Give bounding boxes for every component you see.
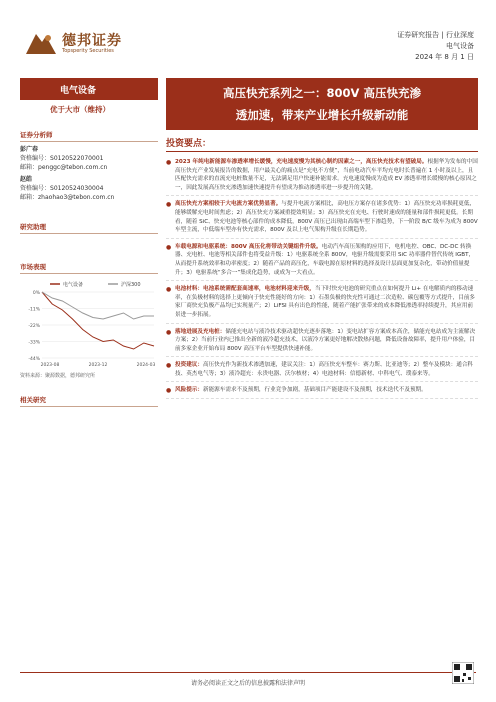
bullet-icon: ● [166, 328, 172, 336]
bullet-icon: ● [166, 159, 172, 166]
analyst-block [20, 145, 158, 202]
point-heading: 投资建议： [175, 362, 203, 369]
y-tick-label: -22% [28, 324, 40, 329]
series-line [42, 292, 154, 319]
analyst-cert: 资格编号：S0120522070001 [20, 155, 104, 162]
market-chart-svg [20, 278, 158, 370]
company-name-en: Topsperity Securities [62, 48, 114, 54]
investment-points [166, 136, 478, 403]
point-heading: 落地进展及充电桩： [175, 328, 226, 335]
related-research-title: 相关研究 [20, 393, 158, 407]
point-text: 新能源车需求不及预期，行业竞争加剧，基础项目产能建设不及预期，技术迭代不及预期。 [202, 387, 427, 394]
point-text: 当下时快充电池的研究重点在如何提升 Li+ 在电解质内的移动速率，在负极材料的选择上更倾向于快充性能好的方向：1）石墨负极的快充性可通过二次造粒、碳包覆等方式提升，目前多家厂商快充负极产品均已实现量产；2）LiFSI 具有出色的性能，随着产能扩张带来的成本降低渗透率持续提升，其应用前景进一步拓展。 [175, 286, 476, 318]
investment-point [166, 361, 478, 382]
y-tick-label: -44% [28, 357, 40, 362]
footer-divider [20, 672, 476, 673]
market-performance-chart [20, 278, 158, 370]
investment-point [166, 200, 478, 238]
point-heading: 2023 年纯电新能源车渗透率增长缓慢，充电速度慢为其核心制约因素之一，高压快充技术有望破局。 [175, 159, 428, 165]
sidebar [20, 78, 158, 407]
report-title-line: 透加速，带来产业增长升级新动能 [235, 108, 409, 122]
legend-label: 沪深300 [121, 282, 141, 288]
bullet-icon: ● [166, 243, 172, 251]
point-text: 根据华为发布的中国高压快充产业发展报告的数据，用户最关心的痛点是“充电不方便”，当前电动汽车平均充电时长普遍在 1 小时及以上，且匹配快充需求的直流充电桩数量不足，无法满足用户快速补能需求。充电速度慢成为造成 EV 渗透率增长缓慢的核心原因之一，因此发展高压快充渗透加速快速提升有望成为推动渗透率进一步提升的关键。 [175, 159, 478, 191]
y-tick-label: -33% [28, 340, 40, 346]
report-type: 证券研究报告 | 行业深度 [397, 31, 474, 39]
bullet-icon: ● [166, 387, 172, 395]
points-list [166, 158, 478, 399]
points-title: 投资要点： [166, 136, 478, 152]
report-date: 2024 年 8 月 1 日 [415, 53, 474, 61]
x-tick-label: 2023-12 [88, 363, 108, 368]
point-text: 储能充电站与液冷技术驱动超快充逐步落地：1）变电站扩容方案成本高企，储能充电站成为主流解决方案；2）当前行业内已推出全新的液冷超充技术，以液冷方案更好地解决散热问题，降低设备故障率，提升用户体验，目前多家企业开始布局 800V 高压平台车型提供快速补能。 [175, 328, 476, 352]
industry-banner: 电气设备 [20, 78, 158, 100]
point-text: 高压快充作为新技术渗透加速，建议关注：1）高压快充车整车：赛力斯、比亚迪等；2）整车及模块：通合科技、英杰电气等；3）液冷超充：永贵电器、沃尔核材；4）电池材料：信德新材、中科电气、璞泰来等。 [175, 362, 474, 377]
x-tick-label: 2024-03 [136, 363, 156, 368]
bullet-icon: ● [166, 286, 172, 294]
bullet-icon: ● [166, 201, 172, 209]
analyst-email[interactable]: 邮箱：zhaohao3@tebon.com.cn [20, 194, 115, 201]
investment-point [166, 158, 478, 196]
investment-point [166, 243, 478, 281]
y-tick-label: -11% [28, 307, 40, 313]
investment-point [166, 285, 478, 323]
series-line [42, 292, 154, 349]
investment-point [166, 328, 478, 358]
analyst-section-title: 证券分析师 [20, 128, 158, 142]
report-industry: 电气设备 [446, 42, 474, 50]
bullet-icon: ● [166, 362, 172, 370]
footer-disclaimer: 请务必阅读正文之后的信息披露和法律声明 [190, 680, 305, 687]
investment-point [166, 386, 478, 399]
point-text: 电动汽车高压架构的应用下，电机电控、OBC、DC-DC 转换器、充电桩、电池等相关部件也将受益升级：1）电驱系统全系 800V，电驱升级需要采用 SiC 功率器件替代传统 IGBT，从而提升系统效率和功率密度；2）随着产品的高压化，车载电源在原材料的选择及设计层面更加复杂化，带动价值量提升；3）电驱系统“多合一”集成化趋势，或成为一大看点。 [175, 243, 475, 276]
report-header-info [397, 30, 474, 63]
point-text: 与提升电流方案相比，高电压方案存在诸多优势：1）高压快充功率损耗更低，能够缓解充电时间焦虑；2）高压快充方案减重提效明显；3）高压快充在充电、行驶时速成的能量和部件损耗更低。长期看，随着 SiC、快充电池等核心部件的成本降低，800V 高压已出现由高端车型下渗趋势，下一阶段 B/C 级车为成为 800V 车型主流，中低端车型亦有快充需求，800V 及以上电气架构升级在长期趋势。 [175, 201, 478, 234]
point-heading: 高压快充方案相较于大电流方案优势显著。 [175, 201, 282, 208]
company-logo [24, 28, 144, 60]
point-heading: 风险提示： [175, 387, 203, 394]
report-title-line: 高压快充系列之一：800V 高压快充渗 [223, 86, 421, 100]
analyst-name: 彭广春 [20, 146, 39, 153]
company-name: 德邦证券 [62, 33, 122, 49]
qr-code-icon [452, 662, 474, 684]
x-tick-label: 2023-08 [40, 363, 60, 368]
analyst-name: 赵皓 [20, 176, 33, 183]
point-heading: 电池材料：电池系统需配套高速率，电池材料迎来升级， [175, 286, 315, 293]
y-tick-label: 0% [32, 291, 40, 296]
chart-source: 资料来源：聚源数据，德邦研究所 [20, 373, 96, 379]
analyst-email[interactable]: 邮箱：penggc@tebon.com.cn [20, 164, 108, 171]
research-assistant-title: 研究助理 [20, 220, 158, 234]
point-heading: 车载电源和电驱系统：800V 高压化将带动关键组件升级。 [175, 243, 322, 250]
report-title [166, 78, 478, 130]
legend-label: 电气设备 [63, 282, 84, 288]
company-logo-mark [24, 28, 58, 58]
analyst-cert: 资格编号：S0120524030004 [20, 185, 104, 192]
rating-label: 优于大市（维持） [50, 104, 110, 114]
market-section-title: 市场表现 [20, 260, 158, 274]
